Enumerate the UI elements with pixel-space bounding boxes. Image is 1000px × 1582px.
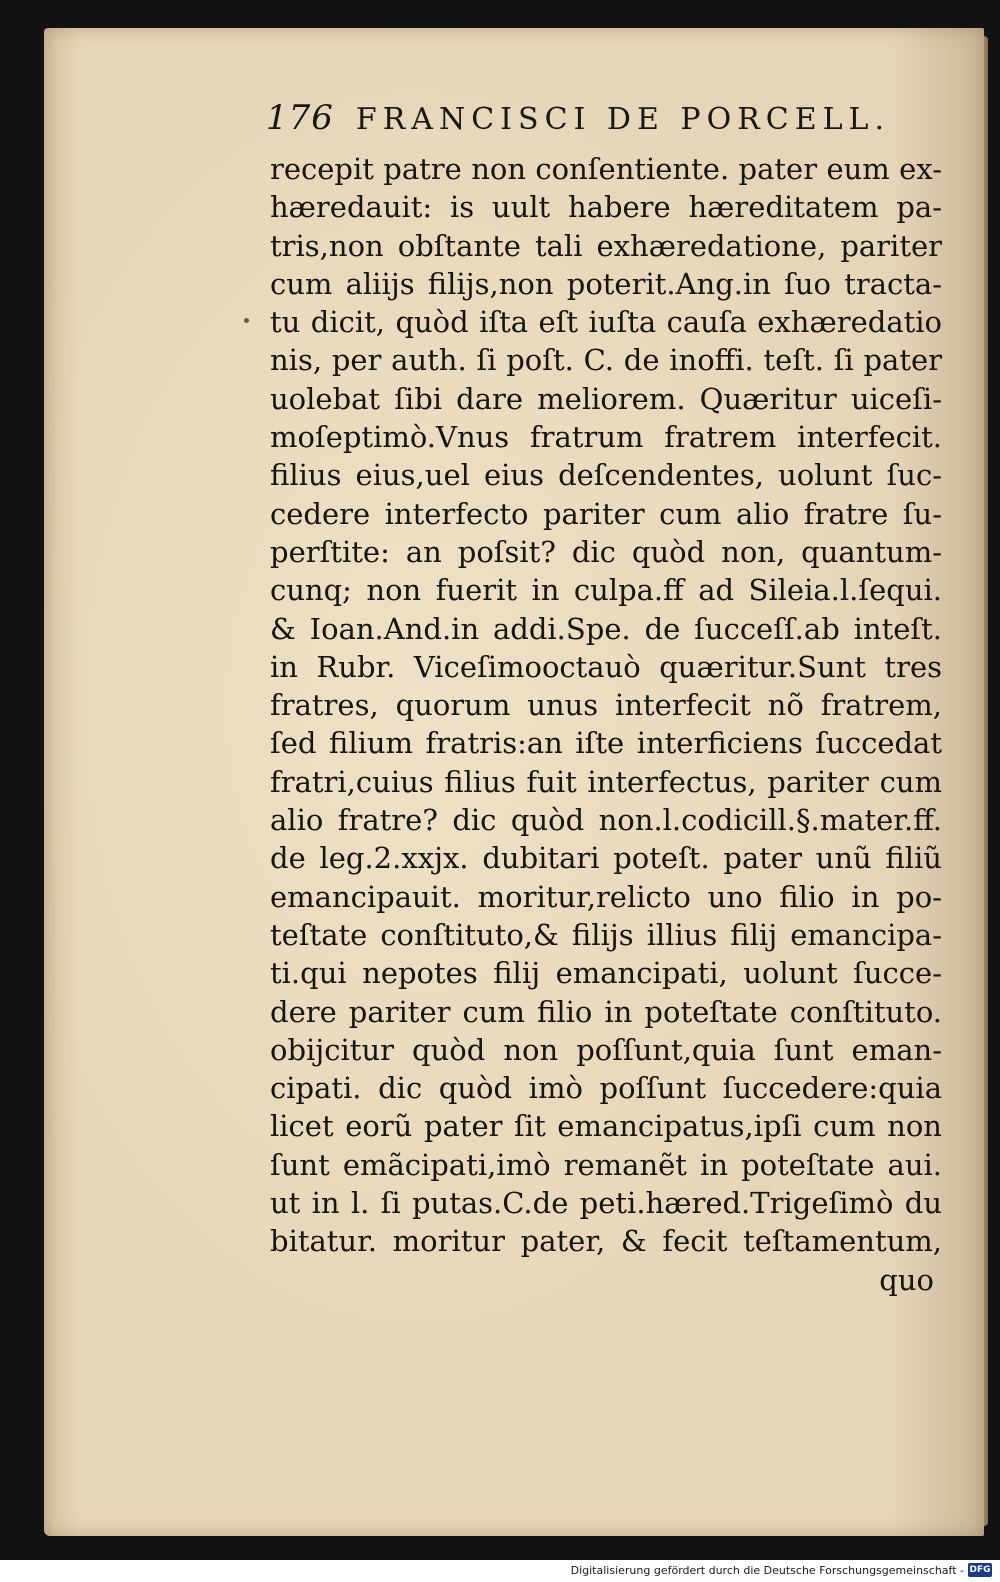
running-head: FRANCISCI DE PORCELL.: [355, 102, 891, 137]
text-line: tu dicit, quòd iſta eſt iuſta cauſa exhæredatio: [270, 305, 942, 340]
text-line: ſunt emãcipati,imò remanẽt in poteſtate aui.: [270, 1147, 942, 1182]
text-line: bitatur. moritur pater, & fecit teſtamentum,: [270, 1224, 942, 1259]
text-line: ut in l. ſi putas.C.de peti.hæred.Trigeſimò du: [270, 1186, 942, 1221]
text-line: nis, per auth. ſi poſt. C. de inoffi. teſt. ſi pater: [270, 343, 942, 378]
text-line: perſtite: an poſsit? dic quòd non, quantum-: [270, 534, 942, 569]
catchword: quo: [879, 1262, 934, 1297]
text-line: fratri,cuius filius fuit interfectus, pariter cum: [270, 764, 942, 799]
text-line: uolebat ſibi dare meliorem. Quæritur uiceſi-: [270, 381, 942, 416]
text-line: ſed filium fratris:an iſte interficiens ſuccedat: [270, 726, 942, 761]
text-line: tris,non obſtante tali exhæredatione, pariter: [270, 228, 942, 263]
footer-credit: Digitalisierung gefördert durch die Deutsche Forschungsgemeinschaft -: [570, 1564, 964, 1577]
text-line: alio fratre? dic quòd non.l.codicill.§.mater.ff.: [270, 803, 942, 838]
text-line: emancipauit. moritur,relicto uno filio in po-: [270, 879, 942, 914]
body-text: [270, 150, 942, 1299]
text-line: in Rubr. Viceſimooctauò quæritur.Sunt tres: [270, 649, 942, 684]
text-line: ti.qui nepotes filij emancipati, uolunt ſucce-: [270, 956, 942, 991]
text-line: cipati. dic quòd imò poſſunt ſuccedere:quia: [270, 1071, 942, 1106]
text-line: teſtate conſtituto,& filijs illius filij emancipa-: [270, 917, 942, 952]
text-line: licet eorũ pater ſit emancipatus,ipſi cum non: [270, 1109, 942, 1144]
text-line: dere pariter cum filio in poteſtate conſtituto.: [270, 994, 942, 1029]
dfg-logo: DFG: [969, 1565, 991, 1575]
text-line: recepit patre non conſentiente. pater eum ex-: [270, 152, 942, 186]
text-line: cunq; non fuerit in culpa.ff ad Sileia.l.ſequi.: [270, 573, 942, 608]
text-line: & Ioan.And.in addi.Spe. de ſucceſſ.ab inteſt.: [270, 611, 942, 646]
page-header: [266, 98, 891, 146]
text-line: filius eius,uel eius deſcendentes, uolunt ſuc-: [270, 458, 942, 493]
text-line: obijcitur quòd non poſſunt,quia ſunt eman-: [270, 1032, 942, 1067]
text-line: fratres, quorum unus interfecit nõ fratrem,: [270, 688, 942, 723]
text-line: cum aliijs filijs,non poterit.Ang.in ſuo tracta-: [270, 266, 942, 301]
page-number: 176: [266, 98, 334, 138]
text-line: moſeptimò.Vnus fratrum fratrem interfecit.: [270, 420, 942, 455]
text-line: cedere interfecto pariter cum alio fratre ſu-: [270, 496, 942, 531]
margin-ink-dot: [244, 318, 249, 323]
text-line: de leg.2.xxjx. dubitari poteſt. pater unũ filiũ: [270, 841, 942, 876]
text-line: hæredauit: is uult habere hæreditatem pa-: [270, 190, 942, 225]
